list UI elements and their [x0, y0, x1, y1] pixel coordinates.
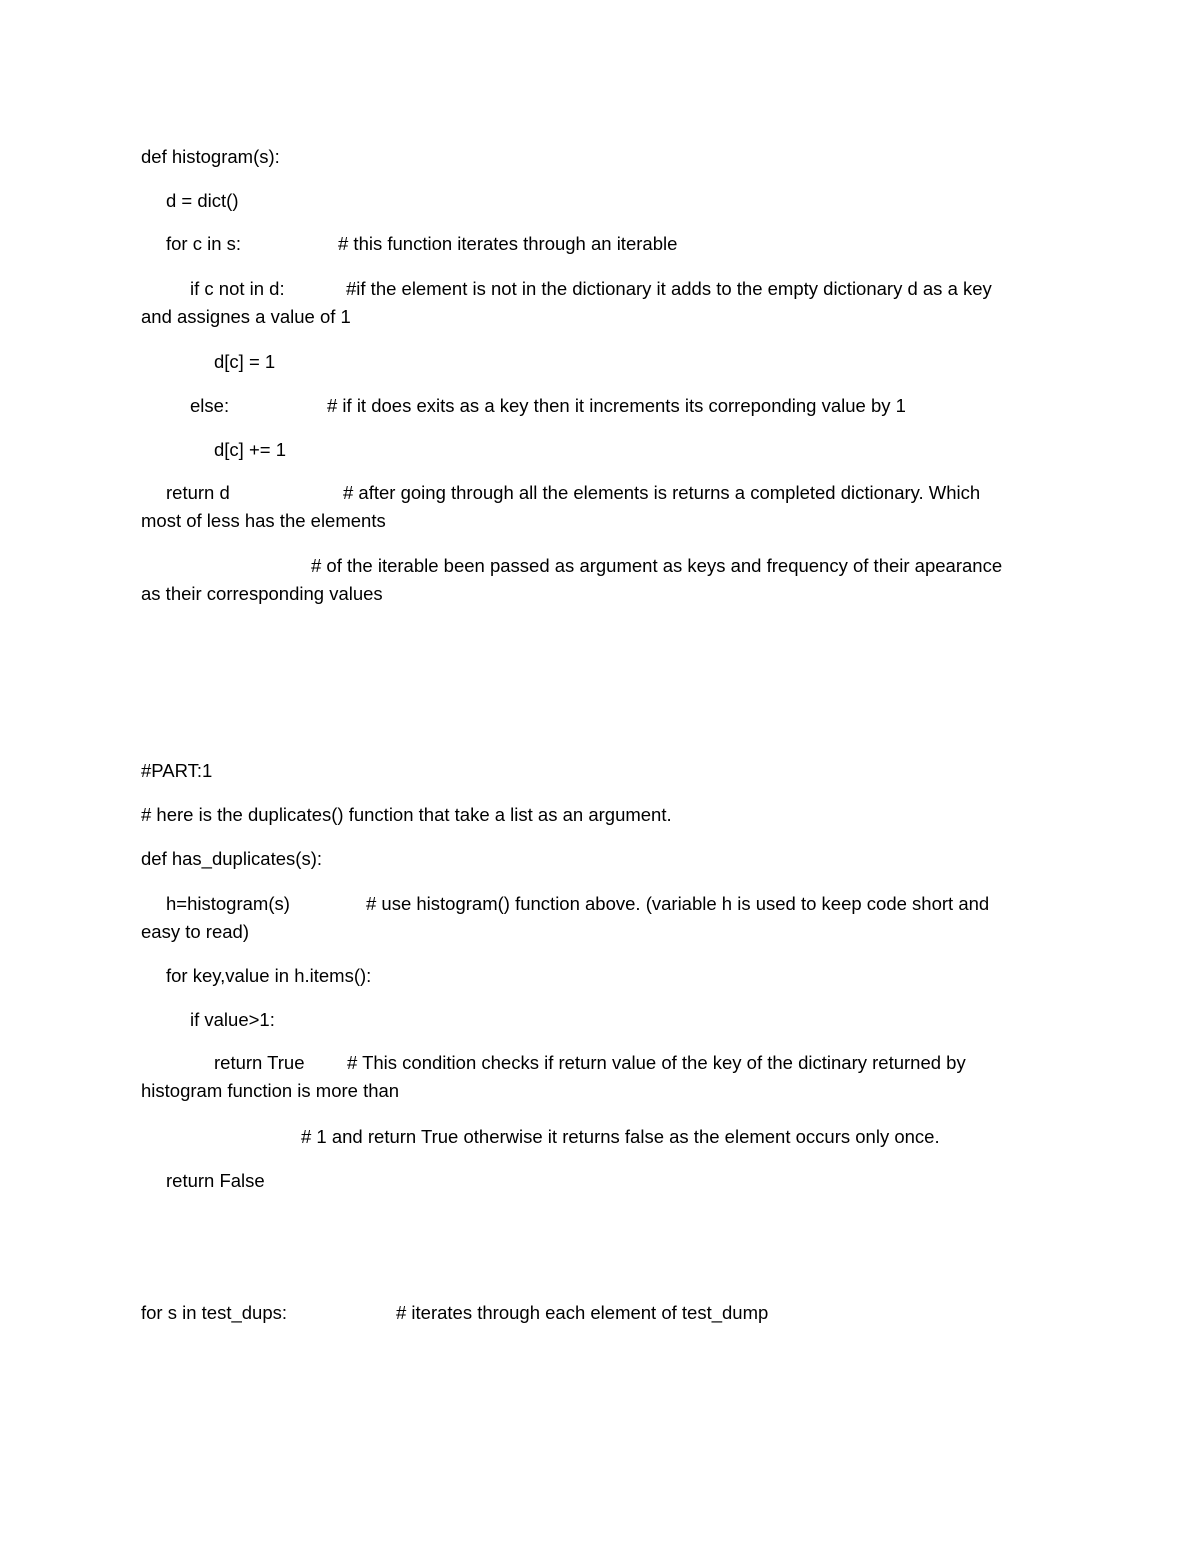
code-line: for key,value in h.items():	[166, 965, 372, 986]
code-line: h=histogram(s)	[166, 893, 290, 914]
code-comment-continuation: most of less has the elements	[141, 510, 386, 531]
code-line: for s in test_dups:	[141, 1302, 288, 1323]
code-comment-continuation: as their corresponding values	[141, 583, 383, 604]
code-line: def histogram(s):	[141, 146, 280, 167]
code-comment: # This condition checks if return value of the key of the dictinary returned by	[347, 1052, 966, 1073]
code-comment-continuation: and assignes a value of 1	[141, 306, 351, 327]
code-line: else:	[190, 395, 230, 416]
code-comment: # this function iterates through an iterable	[338, 233, 678, 254]
code-line: return False	[166, 1170, 265, 1191]
code-comment-continuation: histogram function is more than	[141, 1080, 400, 1101]
code-line: if value>1:	[190, 1009, 275, 1030]
code-line: for c in s:	[166, 233, 242, 254]
code-line: if c not in d:	[190, 278, 285, 299]
code-comment: # 1 and return True otherwise it returns false as the element occurs only once.	[301, 1126, 940, 1147]
code-line: d[c] = 1	[214, 351, 276, 372]
code-comment: # iterates through each element of test_dump	[396, 1302, 769, 1323]
code-line: return True	[214, 1052, 305, 1073]
code-line: d = dict()	[166, 190, 239, 211]
code-line: return d	[166, 482, 230, 503]
code-comment: #if the element is not in the dictionary it adds to the empty dictionary d as a key	[346, 278, 992, 299]
section-heading: #PART:1	[141, 760, 213, 781]
code-comment: # here is the duplicates() function that take a list as an argument.	[141, 804, 672, 825]
code-comment: # of the iterable been passed as argument as keys and frequency of their apearance	[311, 555, 1003, 576]
code-comment: # after going through all the elements is returns a completed dictionary. Which	[343, 482, 981, 503]
code-comment: # if it does exits as a key then it increments its correponding value by 1	[327, 395, 906, 416]
code-line: d[c] += 1	[214, 439, 286, 460]
code-comment-continuation: easy to read)	[141, 921, 249, 942]
code-line: def has_duplicates(s):	[141, 848, 322, 869]
code-comment: # use histogram() function above. (variable h is used to keep code short and	[366, 893, 990, 914]
